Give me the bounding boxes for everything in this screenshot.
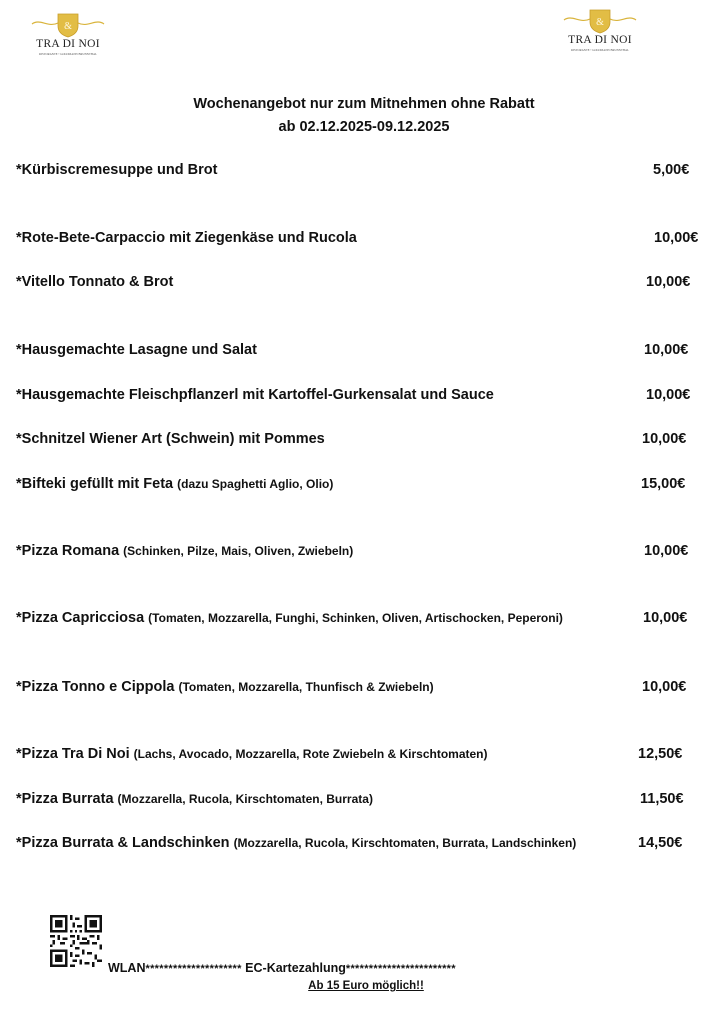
menu-item	[16, 789, 373, 809]
menu-item	[16, 744, 488, 764]
menu-item	[16, 160, 217, 180]
item-name: *Pizza Capricciosa	[16, 610, 149, 626]
crest-icon	[560, 6, 640, 36]
item-name: *Pizza Burrata & Landschinken	[16, 835, 234, 851]
title-line-dates: ab 02.12.2025-09.12.2025	[278, 119, 450, 135]
item-price: 10,00€	[654, 230, 699, 246]
item-description: (Tomaten, Mozzarella, Funghi, Schinken, Oliven, Artischocken, Peperoni)	[148, 611, 563, 625]
item-name: *Pizza Burrata	[16, 791, 118, 807]
wlan-label: WLAN	[108, 961, 146, 975]
item-price: 5,00€	[653, 162, 690, 178]
menu-item	[16, 677, 434, 697]
menu-item	[16, 608, 563, 628]
item-description: (Tomaten, Mozzarella, Thunfisch & Zwiebeln)	[178, 680, 434, 694]
item-name: *Schnitzel Wiener Art (Schwein) mit Pommes	[16, 431, 325, 447]
item-price: 10,00€	[646, 274, 691, 290]
item-price: 10,00€	[642, 679, 687, 695]
svg-text:&: &	[64, 21, 72, 32]
item-price: 10,00€	[642, 431, 687, 447]
item-description: (Lachs, Avocado, Mozzarella, Rote Zwiebeln & Kirschtomaten)	[133, 747, 488, 761]
item-price: 15,00€	[641, 476, 686, 492]
item-description: (dazu Spaghetti Aglio, Olio)	[177, 477, 334, 491]
logo-tagline: RISTORANTE • GOLDMANN BRUNNTHAL	[39, 52, 97, 56]
restaurant-logo-right	[560, 6, 640, 54]
minimum-amount-note: Ab 15 Euro möglich!!	[308, 980, 424, 992]
crest-icon	[28, 10, 108, 40]
page-title	[0, 93, 724, 139]
menu-item	[16, 541, 353, 561]
payment-info-line	[108, 961, 456, 975]
menu-item	[16, 385, 494, 405]
menu-item	[16, 340, 257, 360]
ec-payment-label: EC-Kartezahlung	[241, 961, 346, 975]
item-name: *Bifteki gefüllt mit Feta	[16, 476, 178, 492]
item-price: 11,50€	[640, 791, 684, 807]
menu-item	[16, 833, 576, 853]
logo-tagline: RISTORANTE • GOLDMANN BRUNNTHAL	[571, 48, 629, 52]
qr-code-icon[interactable]	[50, 915, 102, 967]
ec-stars: ************************	[345, 963, 456, 975]
menu-item	[16, 429, 325, 449]
item-name: *Kürbiscremesuppe und Brot	[16, 162, 218, 178]
item-name: *Hausgemachte Lasagne und Salat	[16, 342, 257, 358]
item-description: (Schinken, Pilze, Mais, Oliven, Zwiebeln)	[123, 544, 354, 558]
menu-item	[16, 272, 173, 292]
item-price: 10,00€	[644, 543, 689, 559]
item-price: 10,00€	[646, 387, 691, 403]
restaurant-logo-left	[28, 10, 108, 58]
item-description: (Mozzarella, Rucola, Kirschtomaten, Burrata, Landschinken)	[233, 836, 577, 850]
logo-name: TRA DI NOI	[568, 34, 632, 46]
item-name: *Pizza Tonno e Cippola	[16, 679, 179, 695]
item-price: 10,00€	[643, 610, 688, 626]
menu-item	[16, 474, 333, 494]
menu-item	[16, 228, 357, 248]
item-name: *Vitello Tonnato & Brot	[16, 274, 174, 290]
item-name: *Pizza Romana	[16, 543, 124, 559]
item-price: 10,00€	[644, 342, 689, 358]
item-name: *Rote-Bete-Carpaccio mit Ziegenkäse und Rucola	[16, 230, 357, 246]
item-name: *Hausgemachte Fleischpflanzerl mit Kartoffel-Gurkensalat und Sauce	[16, 387, 494, 403]
item-description: (Mozzarella, Rucola, Kirschtomaten, Burrata)	[117, 792, 373, 806]
title-line-offer: Wochenangebot nur zum Mitnehmen ohne Rabatt	[193, 96, 535, 112]
wlan-stars: *********************	[145, 963, 242, 975]
logo-name: TRA DI NOI	[36, 38, 100, 50]
svg-text:&: &	[596, 17, 604, 28]
item-name: *Pizza Tra Di Noi	[16, 746, 134, 762]
item-price: 14,50€	[638, 835, 683, 851]
item-price: 12,50€	[638, 746, 683, 762]
